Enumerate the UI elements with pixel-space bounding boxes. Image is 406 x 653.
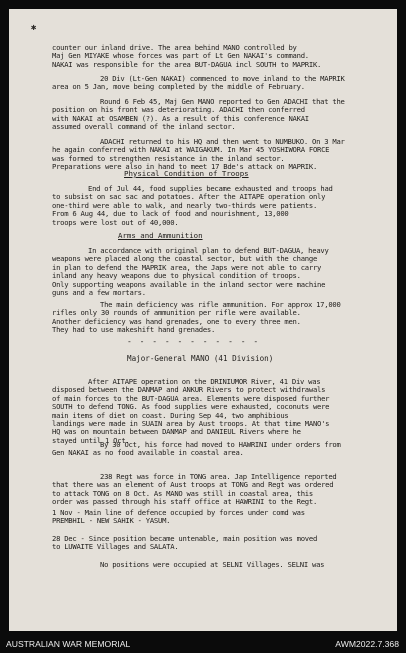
- text-line: main items of diet on coast. During Sep 44, two amphibious: [52, 410, 289, 420]
- section-heading: Physical Condition of Troops: [124, 169, 249, 178]
- text-line: disposed between the DANMAP and ANKUR Rivers to protect withdrawals: [52, 385, 326, 395]
- footer-bar: [0, 637, 406, 653]
- text-line: counter our inland drive. The area behind MANO controlled by: [52, 43, 297, 52]
- text-line: to subsist on sac sac and potatoes. After the AITAPE operation only: [52, 192, 326, 202]
- text-line: landings were made in SUAIN area by Aust troops. At that time MANO's: [52, 419, 330, 428]
- text-line: The main deficiency was rifle ammunition. For approx 17,000: [100, 300, 341, 309]
- text-line: 1 Nov - Main line of defence occupied by forces under comd was: [52, 508, 305, 517]
- text-line: Another deficiency was hand grenades, one to every three men.: [52, 316, 301, 326]
- text-line: weapons were placed along the coastal sector, but with the change: [52, 254, 318, 264]
- text-line: with NAKAI at OSAMBEN (?). As a result of this conference NAKAI: [52, 113, 309, 123]
- text-line: guns and a few mortars.: [52, 288, 146, 297]
- footer-reference: AWM2022.7.368: [335, 639, 399, 649]
- text-line: By 30 Oct, his force had moved to HAWRINI under orders from: [100, 440, 341, 449]
- text-line: They had to use makeshift hand grenades.: [52, 325, 216, 335]
- text-line: HQ was on mountain between DANMAP and DANIEUL Rivers where he: [52, 427, 301, 437]
- text-line: Maj Gen MIYAKE whose forces was part of Lt Gen NAKAI's command.: [52, 51, 309, 61]
- text-line: in plan to defend the MAPRIK area, the Japs were not able to carry: [52, 262, 322, 272]
- text-line: Gen NAKAI as no food available in coastal area.: [52, 448, 244, 458]
- text-line: No positions were occupied at SELNI Villages. SELNI was: [100, 560, 325, 569]
- section-heading: Arms and Ammunition: [118, 231, 203, 240]
- text-line: to LUWAITE Villages and SALATA.: [52, 542, 179, 552]
- text-line: 238 Regt was force in TONG area. Jap Intelligence reported: [100, 472, 337, 481]
- text-line: assumed overall command of the inland sector.: [52, 122, 236, 132]
- text-line: 20 Div (Lt-Gen NAKAI) commenced to move inland to the MAPRIK: [100, 74, 345, 83]
- text-line: was formed to strengthen resistance in the inland sector.: [52, 153, 285, 163]
- text-line: inland any heavy weapons due to physical condition of troops.: [52, 271, 301, 281]
- text-line: order was passed through his staff office at HAWRINI to the Regt.: [52, 497, 318, 507]
- text-line: NAKAI was responsible for the area BUT-DAGUA incl SOUTH to MAPRIK.: [52, 59, 322, 69]
- text-line: Round 6 Feb 45, Maj Gen MANO reported to Gen ADACHI that the: [100, 97, 345, 106]
- text-line: one-third were able to walk, and nearly two-thirds were patients.: [52, 200, 318, 210]
- text-line: troops were lost out of 40,000.: [52, 217, 179, 227]
- text-line: After AITAPE operation on the DRINIUMOR River, 41 Div was: [88, 377, 321, 386]
- text-line: ADACHI returned to his HQ and then went to NUMBUKO. On 3 Mar: [100, 137, 345, 146]
- document-page: [9, 9, 397, 631]
- text-line: Preparations were also in hand to meet 17 Bde's attack on MAPRIK.: [52, 162, 318, 172]
- text-line: 28 Dec - Since position became untenable, main position was moved: [52, 534, 318, 543]
- text-line: End of Jul 44, food supplies became exhausted and troops had: [88, 184, 333, 193]
- text-line: From 6 Aug 44, due to lack of food and nourishment, 13,000: [52, 209, 289, 219]
- text-line: stayed until 1 Oct.: [52, 435, 130, 445]
- text-line: he again conferred with NAKAI at WAIGAKUM. In Mar 45 YOSHIWORA FORCE: [52, 145, 330, 155]
- text-line: SOUTH to defend TONG. As food supplies were exhausted, coconuts were: [52, 402, 330, 412]
- section-divider: - - - - - - - - - - -: [127, 337, 260, 346]
- footer-source: AUSTRALIAN WAR MEMORIAL: [6, 639, 131, 649]
- text-line: to attack TONG on 8 Oct. As MANO was still in coastal area, this: [52, 488, 313, 498]
- text-line: area on 5 Jan, move being completed by the middle of February.: [52, 82, 305, 92]
- text-line: of main forces to the BUT-DAGUA area. Elements were disposed further: [52, 393, 330, 403]
- text-line: PREMBHIL - NEW SAHIK - YASUM.: [52, 516, 171, 526]
- section-heading: Major-General MANO (41 Division): [127, 354, 274, 363]
- text-line: rifles only 30 rounds of ammunition per rifle were available.: [52, 308, 301, 318]
- text-line: that there was an element of Aust troops at TONG and Regt was ordered: [52, 480, 334, 490]
- text-line: Only supporting weapons available in the inland sector were machine: [52, 279, 326, 289]
- text-line: position on his front was deteriorating. ADACHI then conferred: [52, 105, 305, 115]
- corner-mark: ✱: [31, 23, 37, 33]
- text-line: In accordance with original plan to defend BUT-DAGUA, heavy: [88, 246, 329, 255]
